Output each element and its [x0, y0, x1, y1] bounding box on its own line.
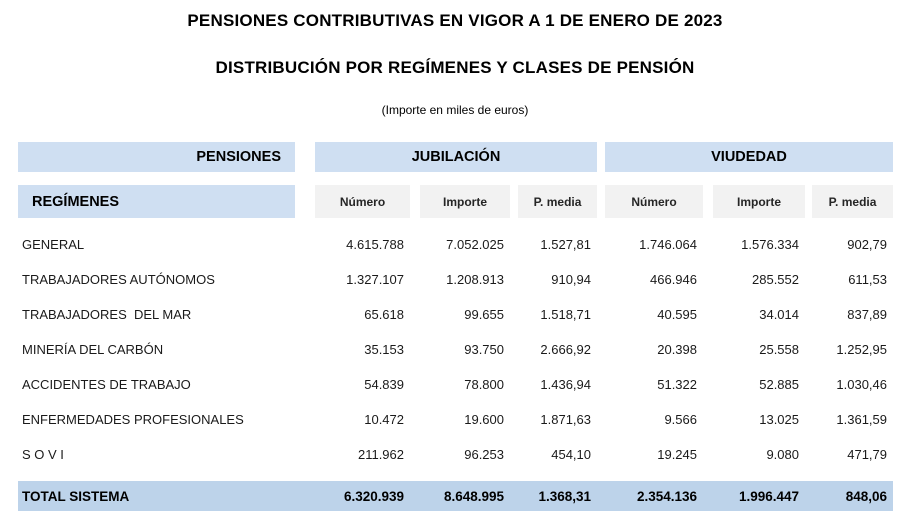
table-row: [18, 332, 893, 367]
cell-value: 1.518,71: [540, 307, 591, 322]
row-label: MINERÍA DEL CARBÓN: [22, 342, 164, 357]
cell-value: 19.245: [657, 447, 697, 462]
cell-value: 20.398: [657, 342, 697, 357]
cell-value: 54.839: [364, 377, 404, 392]
cell-value: 1.327.107: [346, 272, 404, 287]
column-header-pmedia-jubilacion: P. media: [518, 185, 597, 218]
cell-value: 51.322: [657, 377, 697, 392]
cell-value: 34.014: [759, 307, 799, 322]
cell-value: 1.576.334: [741, 237, 799, 252]
table-row: [18, 262, 893, 297]
cell-value: 93.750: [464, 342, 504, 357]
units-note: (Importe en miles de euros): [381, 103, 529, 117]
cell-value: 65.618: [364, 307, 404, 322]
cell-value: 1.361,59: [836, 412, 887, 427]
cell-value: 19.600: [464, 412, 504, 427]
report-subtitle: DISTRIBUCIÓN POR REGÍMENES Y CLASES DE PENSIÓN: [215, 58, 695, 77]
row-label: ACCIDENTES DE TRABAJO: [22, 377, 191, 392]
cell-value: 902,79: [847, 237, 887, 252]
pensions-table: [18, 142, 893, 511]
total-label: TOTAL SISTEMA: [22, 488, 130, 504]
row-label: S O V I: [22, 447, 64, 462]
cell-value: 96.253: [464, 447, 504, 462]
column-header-row: [18, 185, 893, 218]
total-value: 1.368,31: [538, 488, 591, 504]
table-row: [18, 437, 893, 472]
cell-value: 9.080: [766, 447, 799, 462]
cell-value: 4.615.788: [346, 237, 404, 252]
cell-value: 10.472: [364, 412, 404, 427]
cell-value: 25.558: [759, 342, 799, 357]
column-header-pmedia-viudedad: P. media: [812, 185, 893, 218]
cell-value: 285.552: [752, 272, 799, 287]
cell-value: 1.252,95: [836, 342, 887, 357]
table-row: [18, 402, 893, 437]
total-value: 6.320.939: [343, 488, 404, 504]
row-label: TRABAJADORES AUTÓNOMOS: [22, 272, 215, 287]
column-header-numero-jubilacion: Número: [315, 185, 410, 218]
cell-value: 13.025: [759, 412, 799, 427]
table-row: [18, 367, 893, 402]
total-value: 1.996.447: [738, 488, 799, 504]
group-header-row: [18, 142, 893, 172]
table-body: [18, 227, 893, 472]
cell-value: 35.153: [364, 342, 404, 357]
cell-value: 471,79: [847, 447, 887, 462]
cell-value: 1.871,63: [540, 412, 591, 427]
cell-value: 1.208.913: [446, 272, 504, 287]
cell-value: 9.566: [664, 412, 697, 427]
report-title: PENSIONES CONTRIBUTIVAS EN VIGOR A 1 DE ENERO DE 2023: [187, 11, 723, 30]
cell-value: 211.962: [357, 447, 404, 462]
cell-value: 837,89: [847, 307, 887, 322]
cell-value: 611,53: [848, 272, 887, 287]
column-header-importe-viudedad: Importe: [713, 185, 805, 218]
group-header-viudedad: VIUDEDAD: [605, 142, 893, 172]
cell-value: 454,10: [551, 447, 591, 462]
row-header-regimenes: REGÍMENES: [18, 185, 295, 218]
cell-value: 99.655: [464, 307, 504, 322]
cell-value: 1.436,94: [540, 377, 591, 392]
row-label: ENFERMEDADES PROFESIONALES: [22, 412, 244, 427]
cell-value: 1.746.064: [639, 237, 697, 252]
cell-value: 910,94: [551, 272, 591, 287]
total-value: 8.648.995: [443, 488, 504, 504]
cell-value: 1.030,46: [836, 377, 887, 392]
column-header-numero-viudedad: Número: [605, 185, 703, 218]
cell-value: 78.800: [464, 377, 504, 392]
total-value: 848,06: [845, 488, 887, 504]
cell-value: 1.527,81: [540, 237, 591, 252]
table-row: [18, 297, 893, 332]
cell-value: 7.052.025: [446, 237, 504, 252]
corner-header-pensiones: PENSIONES: [18, 142, 295, 172]
row-label: GENERAL: [22, 237, 85, 252]
table-row: [18, 227, 893, 262]
total-value: 2.354.136: [636, 488, 697, 504]
column-header-importe-jubilacion: Importe: [420, 185, 510, 218]
cell-value: 52.885: [759, 377, 799, 392]
cell-value: 2.666,92: [540, 342, 591, 357]
group-header-jubilacion: JUBILACIÓN: [315, 142, 597, 172]
cell-value: 466.946: [650, 272, 697, 287]
total-row: [18, 481, 893, 511]
row-label: TRABAJADORES DEL MAR: [22, 307, 192, 322]
cell-value: 40.595: [657, 307, 697, 322]
